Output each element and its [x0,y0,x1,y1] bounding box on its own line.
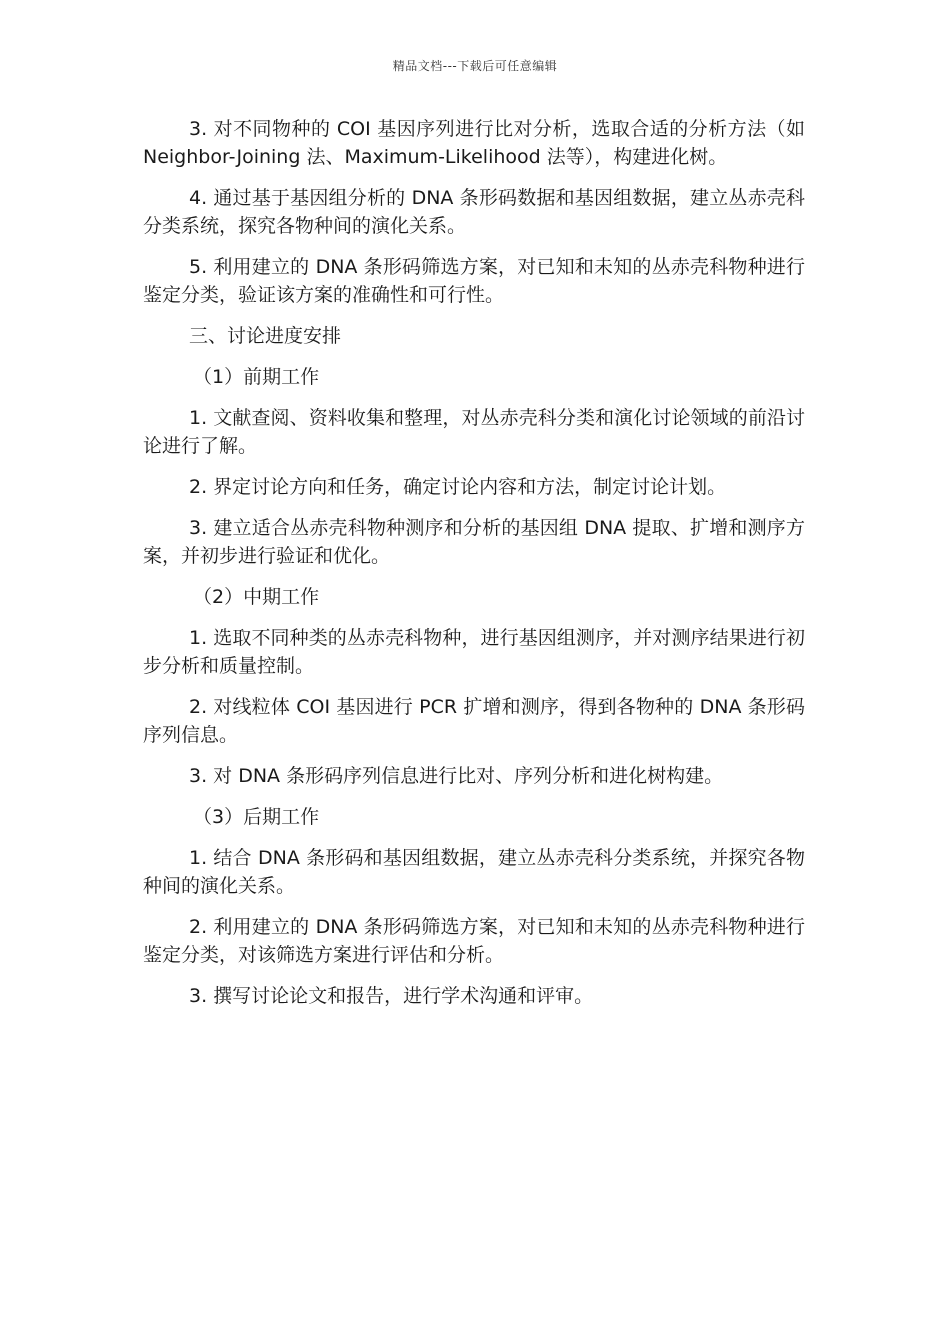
early-item-3: 3. 建立适合丛赤壳科物种测序和分析的基因组 DNA 提取、扩增和测序方案，并初步进行验证和优化。 [143,517,805,567]
mid-item-2: 2. 对线粒体 COI 基因进行 PCR 扩增和测序，得到各物种的 DNA 条形码序列信息。 [143,696,805,746]
paragraph-item-4-classification-system: 4. 通过基于基因组分析的 DNA 条形码数据和基因组数据，建立丛赤壳科分类系统，探究各物种间的演化关系。 [143,187,805,237]
paragraph-item-3-coi-alignment: 3. 对不同物种的 COI 基因序列进行比对分析，选取合适的分析方法（如 Neighbor-Joining 法、Maximum-Likelihood 法等），构建进化树。 [143,118,805,168]
subheading-early-work: （1）前期工作 [193,366,320,388]
subheading-mid-work: （2）中期工作 [193,586,320,608]
page-header: 精品文档---下载后可任意编辑 [392,59,558,73]
subheading-late-work: （3）后期工作 [193,806,320,828]
mid-item-3: 3. 对 DNA 条形码序列信息进行比对、序列分析和进化树构建。 [189,765,724,787]
late-item-2: 2. 利用建立的 DNA 条形码筛选方案，对已知和未知的丛赤壳科物种进行鉴定分类，对该筛选方案进行评估和分析。 [143,916,805,966]
early-item-1: 1. 文献查阅、资料收集和整理，对丛赤壳科分类和演化讨论领域的前沿讨论进行了解。 [143,407,805,457]
section-heading-schedule: 三、讨论进度安排 [189,325,342,347]
early-item-2: 2. 界定讨论方向和任务，确定讨论内容和方法，制定讨论计划。 [189,476,727,498]
document-body [143,115,805,1023]
mid-item-1: 1. 选取不同种类的丛赤壳科物种，进行基因组测序，并对测序结果进行初步分析和质量控制。 [143,627,805,677]
late-item-1: 1. 结合 DNA 条形码和基因组数据，建立丛赤壳科分类系统，并探究各物种间的演化关系。 [143,847,805,897]
late-item-3: 3. 撰写讨论论文和报告，进行学术沟通和评审。 [189,985,594,1007]
paragraph-item-5-identification: 5. 利用建立的 DNA 条形码筛选方案，对已知和未知的丛赤壳科物种进行鉴定分类，验证该方案的准确性和可行性。 [143,256,805,306]
